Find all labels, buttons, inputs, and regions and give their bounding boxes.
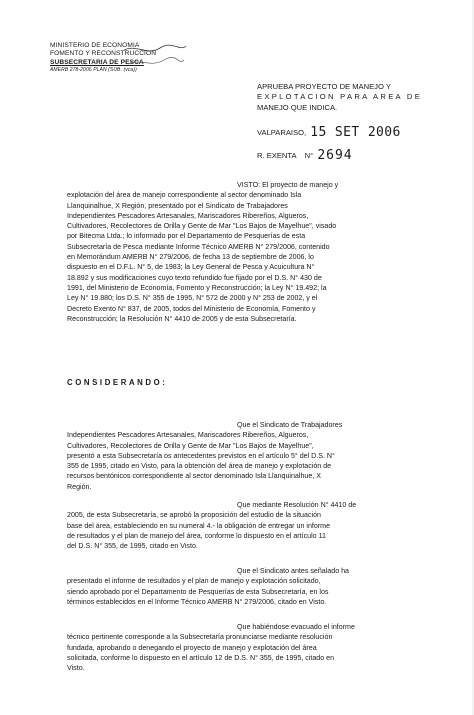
resolution-number-stamp: 2694 — [317, 148, 353, 163]
text-line: Reconstrucción; la Resolución N° 4410 de 2005 y de esta Subsecretaría. — [67, 314, 297, 323]
considerando-paragraph-1 — [67, 420, 425, 492]
considerando-heading: CONSIDERANDO: — [67, 378, 168, 387]
text-line: 355 de 1995, citado en Visto, para la obtención del área de manejo y explotación de — [67, 462, 332, 471]
date-stamp: 15 SET 2006 — [310, 125, 401, 140]
resolution-number-line — [257, 148, 353, 163]
handwritten-signature — [120, 42, 190, 80]
subject-line: MANEJO QUE INDICA. — [257, 102, 338, 112]
visto-paragraph — [67, 180, 425, 324]
resolution-label: R. EXENTA — [257, 151, 297, 160]
text-line: Visto. — [67, 664, 85, 673]
text-line: del D.S. N° 355, de 1995, citado en Visto. — [67, 542, 198, 551]
text-line: VISTO: El proyecto de manejo y — [237, 181, 339, 189]
subject-line: APRUEBA PROYECTO DE MANEJO Y — [257, 82, 391, 91]
text-line: de resultados y el plan de manejo del área, conforme lo dispuesto en el artículo 11 — [67, 531, 326, 540]
resolution-number-label: N° — [304, 151, 314, 160]
text-line: explotación del área de manejo correspondiente al sector denominado Isla — [67, 191, 302, 200]
text-line: Región. — [67, 482, 92, 491]
text-line: Que mediante Resolución N° 4410 de — [237, 501, 357, 509]
text-line: presentado el informe de resultados y el plan de manejo y explotación solicitado, — [67, 577, 321, 586]
text-line: Que el Sindicato de Trabajadores — [237, 421, 343, 429]
text-line: 1991, del Ministerio de Economía, Fomento y Reconstrucción; la Ley N° 19.492; la — [67, 283, 327, 292]
text-line: 18.892 y sus modificaciones cuyo texto refundido fue fijado por el D.S. N° 430 de — [67, 273, 322, 282]
text-line: por Bitecma Ltda.; lo informado por el Departamento de Pesquerías de esta — [67, 232, 306, 241]
text-line: Llanquinalhue, X Región, presentado por el Sindicato de Trabajadores — [67, 201, 288, 210]
letterhead-reference: AMERB 278-2006 PLAN (SUB. (vca)) — [50, 67, 137, 74]
date-line — [257, 125, 401, 140]
text-line: solicitada, conforme lo dispuesto en el artículo 12 de D.S. N° 355, de 1995, citado en — [67, 653, 335, 662]
text-line: Cultivadores, Recolectores de Orilla y Gente de Mar "Los Bajos de Mayelhue", visado — [67, 222, 337, 231]
considerando-paragraph-2 — [67, 500, 425, 551]
date-place: VALPARAISO, — [257, 128, 307, 137]
text-line: Independientes Pescadores Artesanales, Mariscadores Ribereños, Algueros, — [67, 211, 309, 220]
text-line: Ley N° 19.880; los D.S. N° 355 de 1995, N° 572 de 2000 y N° 253 de 2002, y el — [67, 294, 318, 303]
text-line: base del área, estableciendo en su numeral 4.- la obligación de entregar un informe — [67, 521, 331, 530]
text-line: presentó a esta Subsecretaría os antecedentes previstos en el artículo 5° del D.S. N° — [67, 451, 335, 460]
resolution-subject — [257, 82, 425, 113]
text-line: siendo aprobado por el Departamento de Pesquerías de esta Subsecretaría, en los — [67, 587, 329, 596]
text-line: Decreto Exento N° 837, de 2005, todos del Ministerio de Economía, Fomento y — [67, 304, 316, 313]
text-line: Cultivadores, Recolectores de Orilla y Gente de Mar "Los Bajos de Mayelhue", — [67, 441, 314, 450]
text-line: Independientes Pescadores Artesanales, Mariscadores Ribereños, Algueros, — [67, 431, 309, 440]
text-line: Que el Sindicato antes señalado ha — [237, 567, 350, 575]
subject-line: EXPLOTACION PARA AREA DE — [257, 92, 423, 102]
text-line: dispuesto en el D.F.L. N° 5, de 1983; la Ley General de Pesca y Acuicultura N° — [67, 263, 315, 272]
text-line: Subsecretaría de Pesca mediante Informe Técnico AMERB N° 279/2006, contenido — [67, 242, 330, 251]
considerando-paragraph-3 — [67, 566, 425, 607]
letterhead-department: FOMENTO Y RECONSTRUCCION — [50, 50, 157, 58]
letterhead-subsecretaria: SUBSECRETARIA DE PESCA — [50, 58, 144, 66]
text-line: fundada, aprobando o denegando el proyecto de manejo y explotación del área — [67, 643, 317, 652]
text-line: 2005, de esta Subsecretaría, se aprobó la proposición del estudio de la situación — [67, 511, 321, 520]
text-line: recursos bentónicos correspondiente al sector denominado Isla Llanquinalhue, X — [67, 472, 321, 481]
text-line: términos establecidos en el Informe Técnico AMERB N° 279/2006, citado en Visto. — [67, 597, 327, 606]
text-line: técnico pertinente corresponde a la Subsecretaría pronunciarse mediante resolución — [67, 633, 333, 642]
text-line: en Memorándum AMERB N° 279/2006, de fecha 13 de septiembre de 2006, lo — [67, 253, 314, 262]
text-line: Que habiéndose evacuado el informe — [237, 623, 355, 631]
considerando-paragraph-4 — [67, 622, 425, 673]
letterhead-ministry: MINISTERIO DE ECONOMIA — [50, 42, 140, 49]
